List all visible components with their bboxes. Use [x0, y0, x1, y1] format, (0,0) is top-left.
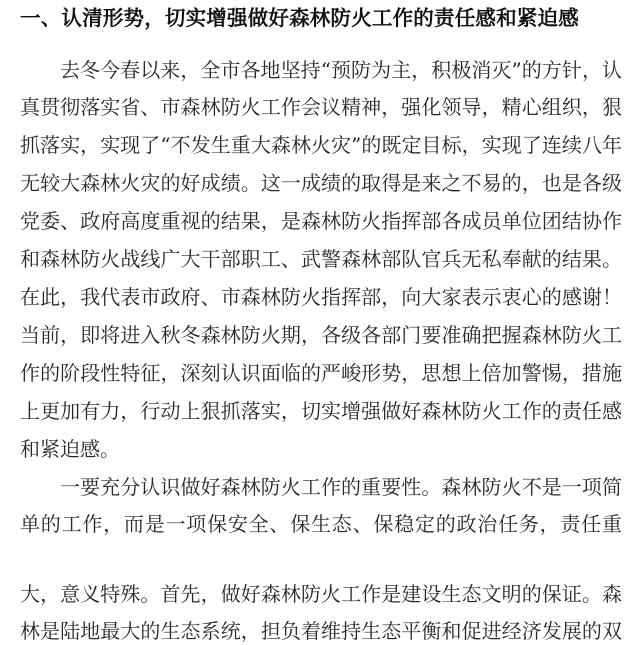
paragraph-line: 党委、政府高度重视的结果，是森林防火指挥部各成员单位团结协作 — [20, 209, 622, 233]
paragraph-line: 和森林防火战线广大干部职工、武警森林部队官兵无私奉献的结果。 — [20, 247, 622, 271]
paragraph-line: 作的阶段性特征，深刻认识面临的严峻形势，思想上倍加警惕，措施 — [20, 361, 622, 385]
paragraph-line: 在此，我代表市政府、市森林防火指挥部，向大家表示衷心的感谢！ — [20, 285, 622, 309]
section-heading: 一、认清形势，切实增强做好森林防火工作的责任感和紧迫感 — [20, 6, 579, 30]
paragraph-line: 当前，即将进入秋冬森林防火期，各级各部门要准确把握森林防火工 — [20, 323, 622, 347]
paragraph-line: 抓落实，实现了“不发生重大森林火灾”的既定目标，实现了连续八年 — [20, 133, 622, 157]
paragraph-line: 一要充分认识做好森林防火工作的重要性。森林防火不是一项简 — [60, 475, 622, 499]
paragraph-line: 林是陆地最大的生态系统，担负着维持生态平衡和促进经济发展的双 — [20, 619, 622, 643]
paragraph-line: 无较大森林火灾的好成绩。这一成绩的取得是来之不易的，也是各级 — [20, 171, 622, 195]
paragraph-line: 和紧迫感。 — [20, 437, 120, 461]
paragraph-line: 去冬今春以来，全市各地坚持“预防为主，积极消灭”的方针，认 — [60, 58, 622, 82]
paragraph-line: 单的工作，而是一项保安全、保生态、保稳定的政治任务，责任重 — [20, 512, 622, 536]
paragraph-line: 大，意义特殊。首先，做好森林防火工作是建设生态文明的保证。森 — [20, 582, 622, 606]
paragraph-line: 上更加有力，行动上狠抓落实，切实增强做好森林防火工作的责任感 — [20, 399, 622, 423]
paragraph-line: 真贯彻落实省、市森林防火工作会议精神，强化领导，精心组织，狠 — [20, 95, 622, 119]
